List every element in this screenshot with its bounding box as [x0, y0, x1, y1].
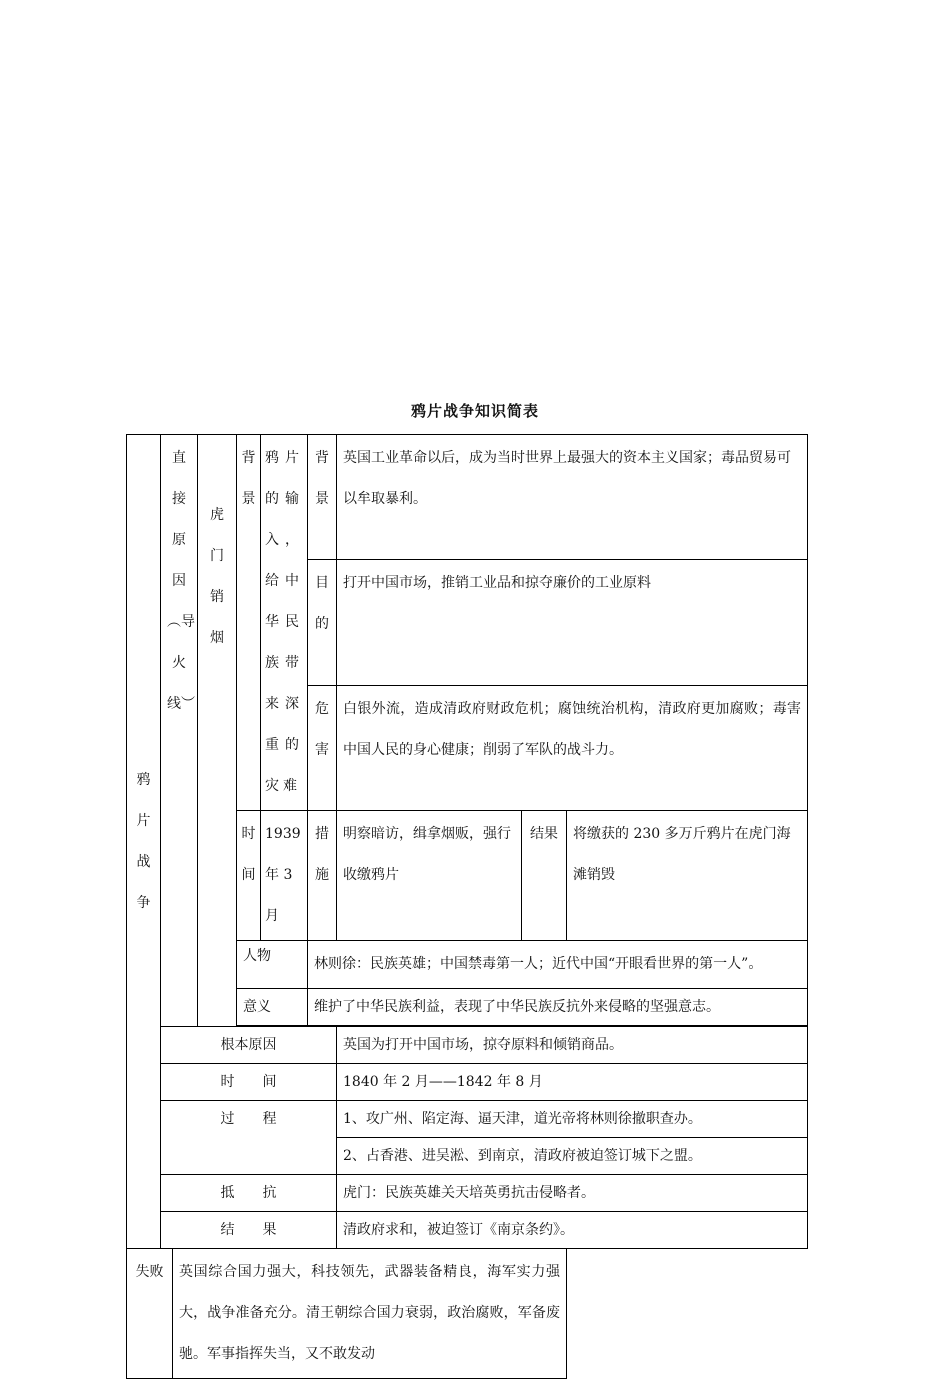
resist-value: 虎门：民族英雄关天培英勇抗击侵略者。: [343, 1185, 595, 1201]
meaning-label-cell: [237, 989, 308, 1026]
purpose-label: 目的: [315, 575, 329, 633]
resist-label-cell: [161, 1175, 337, 1212]
process-label: 过 程: [220, 1111, 277, 1127]
meaning-value: 维护了中华民族利益，表现了中华民族反抗外来侵略的坚强意志。: [314, 999, 720, 1015]
war-result-label-cell: [161, 1212, 337, 1249]
bg-sub-value-cell: [337, 435, 808, 560]
person-value: 林则徐：民族英雄；中国禁毒第一人；近代中国“开眼看世界的第一人”。: [314, 956, 763, 972]
resist-value-cell: [337, 1175, 808, 1212]
root-cause-value: 英国为打开中国市场，掠夺原料和倾销商品。: [343, 1037, 623, 1053]
harm-label-cell: [308, 685, 337, 810]
root-cause-label-cell: [161, 1027, 337, 1064]
war-result-value-cell: [337, 1212, 808, 1249]
event-cell: [198, 435, 237, 1027]
time-value-cell: [261, 811, 308, 941]
purpose-value-cell: [337, 560, 808, 685]
process-1: 1、攻广州、陷定海、逼天津，道光帝将林则徐撤职查办。: [343, 1111, 702, 1127]
person-value-cell: [308, 941, 808, 989]
measure-label-cell: [308, 811, 337, 941]
war-time-value-cell: [337, 1064, 808, 1101]
background-label: 背景: [241, 450, 256, 507]
war-result-label: 结 果: [220, 1222, 277, 1238]
resist-label: 抵 抗: [220, 1185, 277, 1201]
table-row: [127, 1212, 808, 1249]
failure-value-cell: [173, 1249, 567, 1379]
main-label: 鸦片战争: [136, 771, 151, 911]
purpose-value: 打开中国市场，推销工业品和掠夺廉价的工业原料: [343, 575, 651, 592]
measure-value-cell: [337, 811, 522, 941]
page-title: 鸦片战争知识简表: [410, 402, 539, 420]
war-result-value: 清政府求和，被迫签订《南京条约》。: [343, 1222, 574, 1238]
process-2: 2、占香港、进吴淞、到南京，清政府被迫签订城下之盟。: [343, 1148, 702, 1164]
process-1-cell: [337, 1101, 808, 1138]
event-label: 虎门销烟: [210, 507, 224, 646]
direct-cause-label: 直接原因︵导火线︶: [167, 450, 195, 712]
result-value: 将缴获的 230 多万斤鸦片在虎门海滩销毁: [573, 826, 791, 883]
time-label: 时间: [241, 826, 256, 883]
process-label-cell: [161, 1101, 337, 1175]
measure-value: 明察暗访，缉拿烟贩，强行收缴鸦片: [343, 826, 511, 883]
result-label: 结果: [530, 826, 558, 842]
knowledge-table: [126, 434, 808, 1379]
person-label-cell: [237, 941, 308, 989]
bg-sub-label-cell: [308, 435, 337, 560]
bg-sub-value: 英国工业革命以后，成为当时世界上最强大的资本主义国家；毒品贸易可以牟取暴利。: [343, 450, 791, 507]
war-time-label: 时 间: [220, 1074, 277, 1090]
direct-cause-cell: [161, 435, 198, 1027]
war-time-value: 1840 年 2 月——1842 年 8 月: [343, 1074, 543, 1090]
table-row: [127, 1027, 808, 1064]
table-row: [127, 435, 808, 560]
failure-label: 失败: [135, 1264, 164, 1280]
main-label-cell: [127, 435, 161, 1249]
root-cause-label: 根本原因: [220, 1037, 277, 1053]
war-time-label-cell: [161, 1064, 337, 1101]
table-row: [127, 1175, 808, 1212]
table-row: [127, 1249, 808, 1379]
purpose-label-cell: [308, 560, 337, 685]
root-cause-value-cell: [337, 1027, 808, 1064]
bg-sub-label: 背景: [315, 450, 329, 507]
background-value-cell: [261, 435, 308, 811]
process-2-cell: [337, 1138, 808, 1175]
failure-label-cell: [127, 1249, 173, 1379]
measure-label: 措施: [315, 826, 329, 883]
result-label-cell: [522, 811, 567, 941]
time-value: 1939 年 3月: [265, 826, 301, 924]
background-label-cell: [237, 435, 261, 811]
person-label: 人物: [243, 948, 271, 964]
harm-value: 白银外流，造成清政府财政危机；腐蚀统治机构，清政府更加腐败；毒害中国人民的身心健康；削弱了军队的战斗力。: [343, 700, 802, 758]
harm-label: 危害: [315, 700, 329, 758]
background-value: 鸦片的输入，给中华民族带来深重的灾难: [265, 450, 303, 794]
harm-value-cell: [337, 685, 808, 810]
failure-value: 英国综合国力强大，科技领先，武器装备精良，海军实力强大，战争准备充分。清王朝综合国力衰弱，政治腐败，军备废驰。军事指挥失当，又不敢发动: [179, 1264, 560, 1362]
result-value-cell: [567, 811, 808, 941]
time-label-cell: [237, 811, 261, 941]
table-row: [127, 1064, 808, 1101]
table-row: [127, 1101, 808, 1138]
meaning-value-cell: [308, 989, 808, 1026]
meaning-label: 意义: [243, 999, 271, 1015]
